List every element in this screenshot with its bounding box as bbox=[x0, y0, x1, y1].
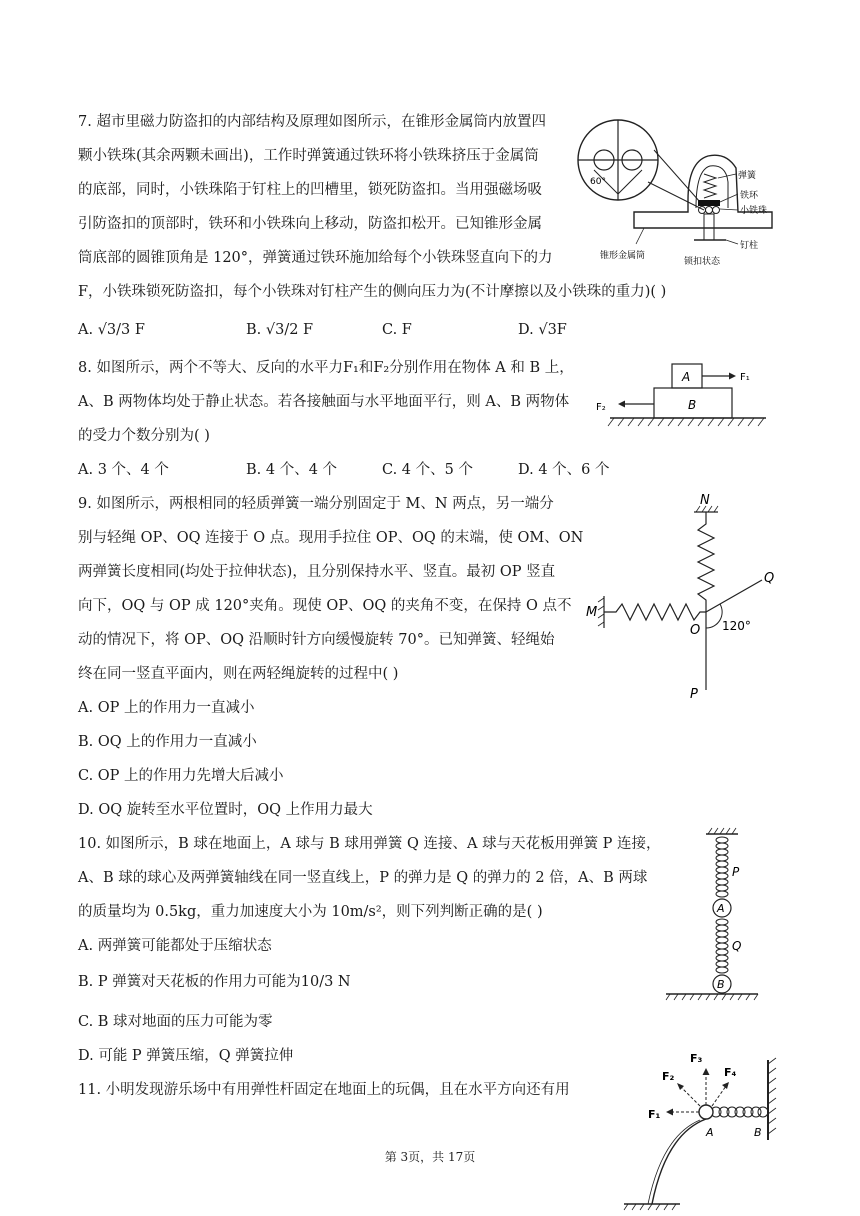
q10-line-1: 10. 如图所示，B 球在地面上，A 球与 B 球用弹簧 Q 连接、A 球与天花板用弹簧 P 连接， bbox=[78, 836, 661, 852]
q9-angle-label: 120° bbox=[722, 619, 751, 633]
q7-option-c: C. F bbox=[382, 322, 412, 338]
q9-figure bbox=[584, 490, 784, 706]
q11-label-f2: F₂ bbox=[662, 1070, 675, 1083]
q9-horizontal-spring bbox=[604, 604, 706, 620]
q8-option-a: A. 3 个、4 个 bbox=[78, 462, 169, 478]
q7-line-3: 的底部，同时，小铁珠陷于钉柱上的凹槽里，锁死防盗扣。当用强磁场吸 bbox=[78, 182, 542, 198]
q9-label-n: N bbox=[700, 493, 710, 508]
q9-option-a: A. OP 上的作用力一直减小 bbox=[78, 700, 255, 716]
q7-option-a: A. √3/3 F bbox=[78, 322, 145, 338]
q7-ring-label: 铁环 bbox=[740, 191, 759, 201]
q11-label-f4: F₄ bbox=[724, 1066, 737, 1079]
q7-option-d: D. √3F bbox=[518, 322, 567, 338]
q10-option-c: C. B 球对地面的压力可能为零 bbox=[78, 1014, 273, 1030]
q9-line-4: 向下，OQ 与 OP 成 120°夹角。现使 OP、OQ 的夹角不变，在保持 O 点不 bbox=[78, 598, 572, 614]
q9-line-1: 9. 如图所示，两根相同的轻质弹簧一端分别固定于 M、N 两点，另一端分 bbox=[78, 496, 554, 512]
q10-option-b: B. P 弹簧对天花板的作用力可能为10/3 N bbox=[78, 974, 351, 990]
q9-line-3: 两弹簧长度相同(均处于拉伸状态)，且分别保持水平、竖直。最初 OP 竖直 bbox=[78, 564, 556, 580]
q9-option-b: B. OQ 上的作用力一直减小 bbox=[78, 734, 257, 750]
q8-option-b: B. 4 个、4 个 bbox=[246, 462, 338, 478]
q9-label-p: P bbox=[690, 687, 698, 702]
q7-angle-label: 60° bbox=[590, 177, 606, 187]
q11-label-a: A bbox=[706, 1126, 714, 1139]
q8-label-b: B bbox=[688, 398, 697, 412]
q7-figure bbox=[576, 112, 776, 272]
q10-line-3: 的质量均为 0.5kg，重力加速度大小为 10m/s²，则下列判断正确的是( ) bbox=[78, 904, 543, 920]
q8-label-a: A bbox=[682, 370, 691, 384]
q7-line-1: 7. 超市里磁力防盗扣的内部结构及原理如图所示，在锥形金属筒内放置四 bbox=[78, 114, 546, 130]
q7-spring-label: 弹簧 bbox=[738, 171, 757, 181]
q9-option-d: D. OQ 旋转至水平位置时，OQ 上作用力最大 bbox=[78, 802, 373, 818]
q10-label-a: A bbox=[717, 902, 725, 915]
q9-rope-oq bbox=[706, 580, 762, 612]
q7-ball-label: 小铁珠 bbox=[740, 206, 768, 216]
page-footer: 第 3页，共 17页 bbox=[384, 1150, 476, 1164]
q7-cone-label: 锥形金属筒 bbox=[600, 251, 646, 261]
q10-line-2: A、B 球的球心及两弹簧轴线在同一竖直线上，P 的弹力是 Q 的弹力的 2 倍，A、B 两球 bbox=[78, 870, 648, 886]
q11-spring bbox=[711, 1107, 768, 1117]
q10-option-a: A. 两弹簧可能都处于压缩状态 bbox=[78, 938, 272, 954]
q9-option-c: C. OP 上的作用力先增大后减小 bbox=[78, 768, 284, 784]
q8-label-f2: F₂ bbox=[596, 402, 606, 413]
q9-line-5: 动的情况下，将 OP、OQ 沿顺时针方向缓慢旋转 70°。已知弹簧、轻绳始 bbox=[78, 632, 555, 648]
q10-figure bbox=[662, 826, 762, 1002]
q8-line-3: 的受力个数分别为( ) bbox=[78, 428, 210, 444]
q9-line-6: 终在同一竖直平面内，则在两轻绳旋转的过程中( ) bbox=[78, 666, 399, 682]
q10-label-q: Q bbox=[732, 939, 742, 953]
q11-figure bbox=[608, 1044, 788, 1216]
q10-label-p: P bbox=[732, 865, 740, 879]
q11-label-f3: F₃ bbox=[690, 1052, 703, 1065]
q7-state-label: 锁扣状态 bbox=[684, 257, 721, 267]
q8-option-c: C. 4 个、5 个 bbox=[382, 462, 473, 478]
q11-label-f1: F₁ bbox=[648, 1108, 661, 1121]
q7-option-b: B. √3/2 F bbox=[246, 322, 314, 338]
q9-label-o: O bbox=[690, 623, 701, 638]
q11-label-b: B bbox=[754, 1126, 762, 1139]
q7-line-6: F，小铁珠锁死防盗扣，每个小铁珠对钉柱产生的侧向压力为(不计摩擦以及小铁珠的重力)( ) bbox=[78, 284, 667, 300]
q10-label-b: B bbox=[717, 978, 725, 991]
q7-pin-label: 钉柱 bbox=[740, 241, 759, 251]
q9-vertical-spring bbox=[698, 512, 714, 612]
q7-line-5: 筒底部的圆锥顶角是 120°，弹簧通过铁环施加给每个小铁珠竖直向下的力 bbox=[78, 250, 553, 266]
q9-label-m: M bbox=[586, 605, 598, 620]
q11-ball bbox=[699, 1105, 713, 1119]
q8-figure bbox=[590, 360, 770, 432]
q10-option-d: D. 可能 P 弹簧压缩，Q 弹簧拉伸 bbox=[78, 1048, 294, 1064]
q8-label-f1: F₁ bbox=[740, 372, 750, 383]
q8-line-2: A、B 两物体均处于静止状态。若各接触面与水平地面平行，则 A、B 两物体 bbox=[78, 394, 570, 410]
q7-line-2: 颗小铁珠(其余两颗未画出)，工作时弹簧通过铁环将小铁珠挤压于金属筒 bbox=[78, 148, 539, 164]
q9-line-2: 别与轻绳 OP、OQ 连接于 O 点。现用手拉住 OP、OQ 的末端，使 OM、ON bbox=[78, 530, 584, 546]
q10-spring-q bbox=[716, 919, 728, 973]
q11-line-1: 11. 小明发现游乐场中有用弹性杆固定在地面上的玩偶，且在水平方向还有用 bbox=[78, 1082, 570, 1098]
q10-spring-p bbox=[716, 837, 728, 897]
q9-label-q: Q bbox=[764, 571, 775, 586]
q8-option-d: D. 4 个、6 个 bbox=[518, 462, 610, 478]
q7-line-4: 引防盗扣的顶部时，铁环和小铁珠向上移动，防盗扣松开。已知锥形金属 bbox=[78, 216, 542, 232]
q8-line-1: 8. 如图所示，两个不等大、反向的水平力F₁和F₂分别作用在物体 A 和 B 上， bbox=[78, 360, 574, 376]
